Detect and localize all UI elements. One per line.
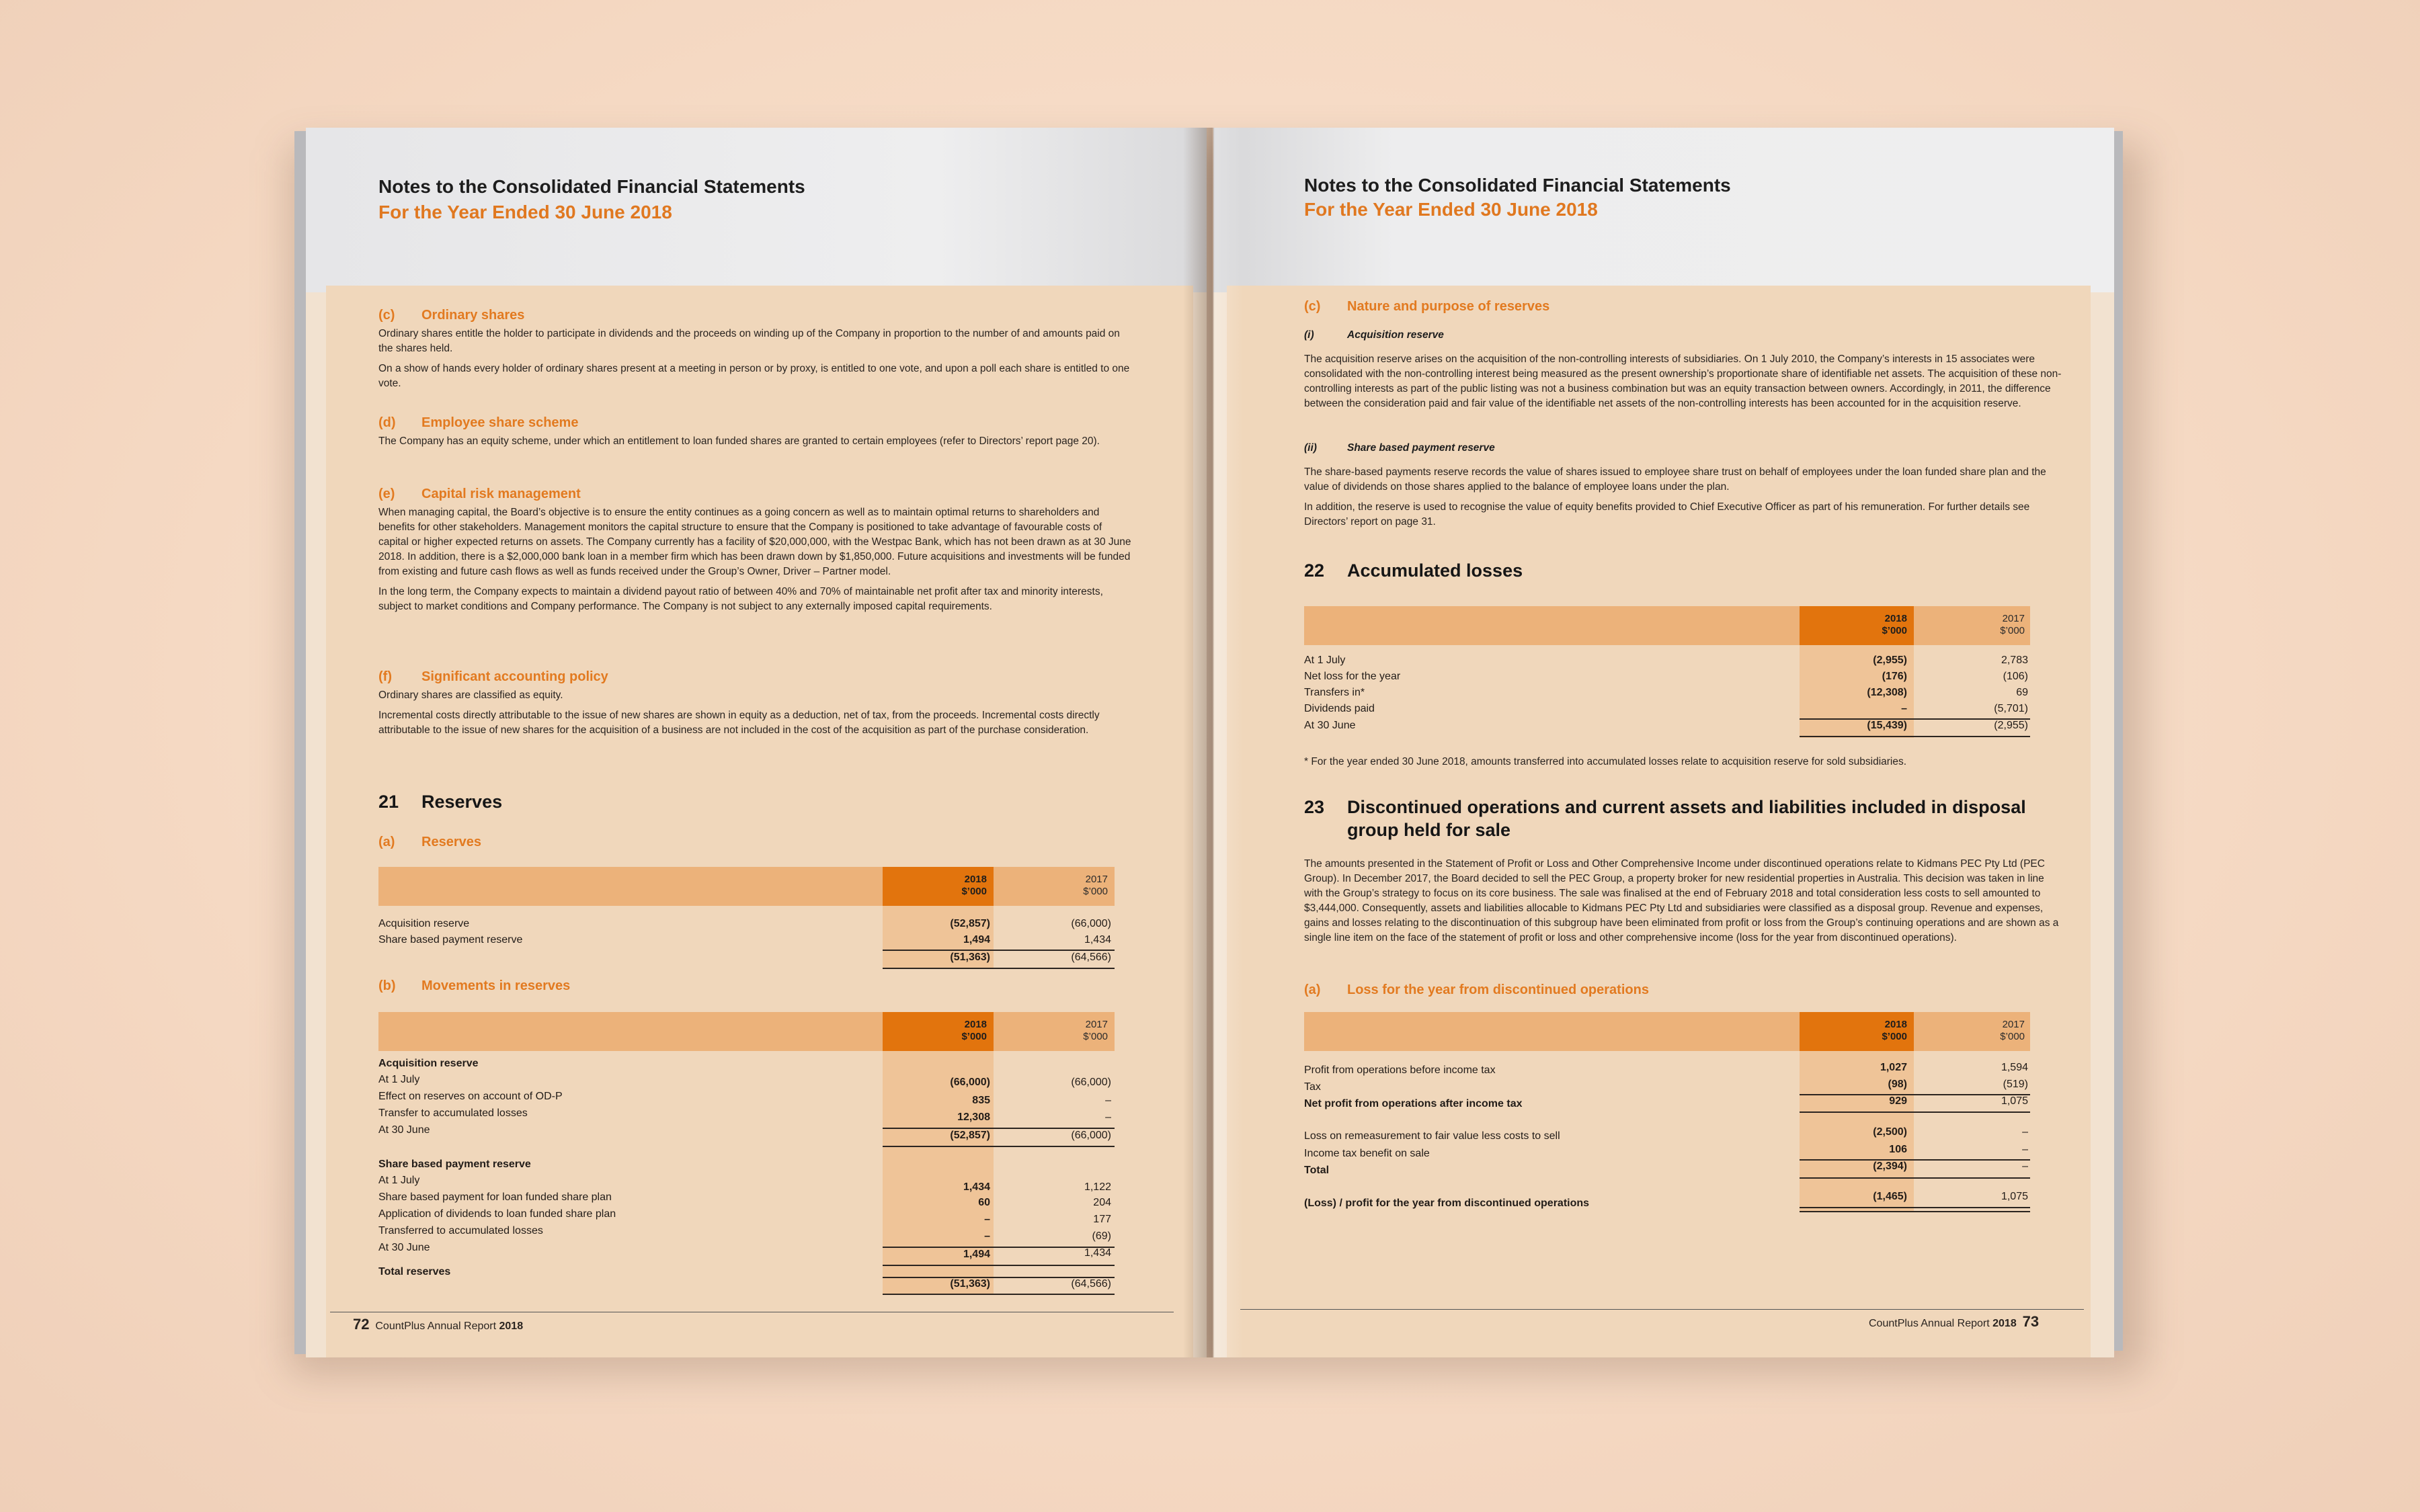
- section-d-heading: (d) Employee share scheme: [378, 415, 579, 430]
- col-2017-label: 2017 $’000: [1083, 1019, 1108, 1042]
- discontinued-ops-table: [1304, 1012, 2030, 1214]
- subsection-ii-text: The share-based payments reserve records the value of shares issued to employee share trust on behalf of employees under the loan funded share plan and the value of dividends on those shares applied to the balance of employee loans under the plan. In addition, the reserve is used to recognise the value of equity benefits provided to Chief Executive Officer as part of his remuneration. For further details see Directors’ report on page 31.: [1304, 466, 2046, 528]
- section-c-heading: (c) Nature and purpose of reserves: [1304, 299, 1550, 314]
- table-row: Share based payment reserve 1,494 1,434: [378, 934, 1111, 946]
- losses-footnote: * For the year ended 30 June 2018, amounts transferred into accumulated losses relate to acquisition reserve for sold subsidiaries.: [1304, 756, 1907, 767]
- page-footer: 72 CountPlus Annual Report 2018: [353, 1316, 524, 1333]
- table-row: At 30 June (52,857) (66,000): [378, 1124, 1111, 1141]
- page-subtitle: For the Year Ended 30 June 2018: [1304, 199, 1598, 220]
- table-group-title: Share based payment reserve: [378, 1159, 531, 1170]
- col-2018-label: 2018 $’000: [961, 874, 987, 897]
- table-row-final: (Loss) / profit for the year from discontinued operations (1,465) 1,075: [1304, 1191, 2028, 1209]
- page-title: Notes to the Consolidated Financial Statements: [1304, 175, 1731, 196]
- note-23-text: The amounts presented in the Statement of Profit or Loss and Other Comprehensive Income under discontinued operations relate to Kidmans PEC Pty Ltd (PEC Group). In December 2017, the Board decided to sell the PEC Group, a property broker for new residential properties in Australia. This decision was taken in line with the Group’s strategy to focus on its core business. The sale was finalised at the end of February 2018 and total consideration less costs to sell amounted to $3,444,000. Consequently, assets and liabilities allocable to Kidmans PEC Pty Ltd and subsidiaries were classified as a disposal group. Revenue and expenses, gains and losses relating to the discontinuation of this subgroup have been eliminated from profit or loss from the Group’s continuing operations and are shown as a single line item on the face of the statement of profit or loss and other comprehensive income (loss for the year from discontinued operations).: [1304, 858, 2059, 943]
- page-subtitle: For the Year Ended 30 June 2018: [378, 202, 672, 222]
- table-row: Net loss for the year (176) (106): [1304, 671, 2028, 682]
- subsection-i-heading: (i) Acquisition reserve: [1304, 329, 1444, 341]
- section-c-text: Ordinary shares entitle the holder to participate in dividends and the proceeds on winding up of the Company in proportion to the number of and amounts paid on the shares held. On a show of hands every holder of ordinary shares present at a meeting in person or by proxy, is entitled to one vote, and upon a poll each share is entitled to one vote.: [378, 328, 1130, 389]
- table-row: Effect on reserves on account of OD-P 835 –: [378, 1091, 1111, 1106]
- table-row: Tax (98) (519): [1304, 1079, 2028, 1093]
- note-21-heading: 21 Reserves: [378, 792, 503, 812]
- table-row: At 30 June (15,439) (2,955): [1304, 720, 2028, 731]
- table-row: Net profit from operations after income tax 929 1,075: [1304, 1095, 2028, 1109]
- table-row: Transferred to accumulated losses – (69): [378, 1225, 1111, 1242]
- total-values: (51,363) (64,566): [950, 1278, 1111, 1290]
- table-row: Loss on remeasurement to fair value less costs to sell (2,500) –: [1304, 1126, 2028, 1142]
- subsection-a-heading: (a) Loss for the year from discontinued operations: [1304, 982, 1649, 997]
- table-row: (51,363) (64,566): [950, 952, 1111, 963]
- table-row: Total (2,394) –: [1304, 1161, 2028, 1176]
- subsection-a-heading: (a) Reserves: [378, 835, 481, 849]
- section-f-text: Ordinary shares are classified as equity. Incremental costs directly attributable to the issue of new shares are shown in equity as a deduction, net of tax, from the proceeds. Incremental costs directly attributable to the issue of new shares for the acquisition of a business are not included in the cost of the acquisition as part of the purchase consideration.: [378, 689, 1100, 736]
- subsection-b-heading: (b) Movements in reserves: [378, 978, 571, 993]
- table-row: Share based payment for loan funded share plan 60 204: [378, 1191, 1111, 1208]
- section-e-heading: (e) Capital risk management: [378, 487, 581, 501]
- subsection-i-text: The acquisition reserve arises on the acquisition of the non-controlling interests of subsidiaries. On 1 July 2010, the Company’s interests in 15 associates were consolidated with the non-controlling interest being measured as the present ownership’s proportionate share of identifiable net assets. The acquisition of these non-controlling interests as part of the public listing was not a business combination but was an equity transaction between owners. Accordingly, in 2011, the difference between the consideration paid and fair value of the identifiable net assets of the non-controlling interests has been accounted for in the acquisition reserve.: [1304, 353, 2062, 409]
- book-gutter: [1183, 128, 1244, 1357]
- table-row: At 1 July 1,434 1,122: [378, 1175, 1111, 1193]
- note-22-heading: 22 Accumulated losses: [1304, 560, 1523, 581]
- col-2017-label: 2017 $’000: [2000, 1019, 2025, 1042]
- table-row: Profit from operations before income tax 1,027 1,594: [1304, 1062, 2028, 1076]
- table-row: Acquisition reserve (52,857) (66,000): [378, 918, 1111, 929]
- reserves-table: [378, 867, 1115, 968]
- table-row: Transfers in* (12,308) 69: [1304, 687, 2028, 698]
- total-row: Total reserves: [378, 1266, 451, 1277]
- table-row: Income tax benefit on sale 106 –: [1304, 1144, 2028, 1159]
- table-row: Application of dividends to loan funded share plan – 177: [378, 1208, 1111, 1225]
- col-2018-label: 2018 $’000: [1882, 1019, 1907, 1042]
- table-row: At 1 July (66,000) (66,000): [378, 1074, 1111, 1088]
- page-title: Notes to the Consolidated Financial Statements: [378, 176, 805, 197]
- movements-table: [378, 1012, 1115, 1294]
- table-row: At 1 July (2,955) 2,783: [1304, 655, 2028, 666]
- subsection-ii-heading: (ii) Share based payment reserve: [1304, 442, 1495, 454]
- section-f-heading: (f) Significant accounting policy: [378, 669, 608, 684]
- table-row: Dividends paid – (5,701): [1304, 703, 2028, 714]
- note-23-heading: 23 Discontinued operations and current assets and liabilities included in disposal group held for sale: [1304, 797, 2026, 840]
- left-page: [306, 128, 1207, 1357]
- section-c-heading: (c) Ordinary shares: [378, 308, 525, 323]
- col-2017-label: 2017 $’000: [2000, 613, 2025, 636]
- accumulated-losses-table: [1304, 606, 2030, 738]
- col-2018-label: 2018 $’000: [1882, 613, 1907, 636]
- col-2018-label: 2018 $’000: [961, 1019, 987, 1042]
- section-d-text: The Company has an equity scheme, under which an entitlement to loan funded shares are granted to certain employees (refer to Directors’ report page 20).: [378, 435, 1100, 447]
- section-e-text: When managing capital, the Board’s objective is to ensure the entity continues as a going concern as well as to maintain optimal returns to shareholders and benefits for other stakeholders. Management monitors the capital structure to ensure that the Company is positioned to take advantage of favourable costs of capital or higher expected returns on assets. The Company currently has a facility of $20,000,000, with the Westpac Bank, which has not been drawn as at 30 June 2018. In addition, there is a $2,000,000 bank loan in a member firm which has been drawn down by $1,850,000. Future acquisitions and investments will be funded from existing and future cash flows as well as funds received under the Group’s Owner, Driver – Partner model. In the long term, the Company expects to maintain a dividend payout ratio of between 40% and 70% of maintainable net profit after tax and minority interests, subject to market conditions and Company performance. The Company is not subject to any externally imposed capital requirements.: [378, 507, 1131, 612]
- table-group-title: Acquisition reserve: [378, 1058, 479, 1069]
- table-row: Transfer to accumulated losses 12,308 –: [378, 1107, 1111, 1123]
- col-2017-label: 2017 $’000: [1083, 874, 1108, 897]
- page-footer: CountPlus Annual Report 2018 73: [1869, 1313, 2040, 1330]
- table-row: At 30 June 1,494 1,434: [378, 1242, 1111, 1260]
- right-page: [1213, 128, 2114, 1357]
